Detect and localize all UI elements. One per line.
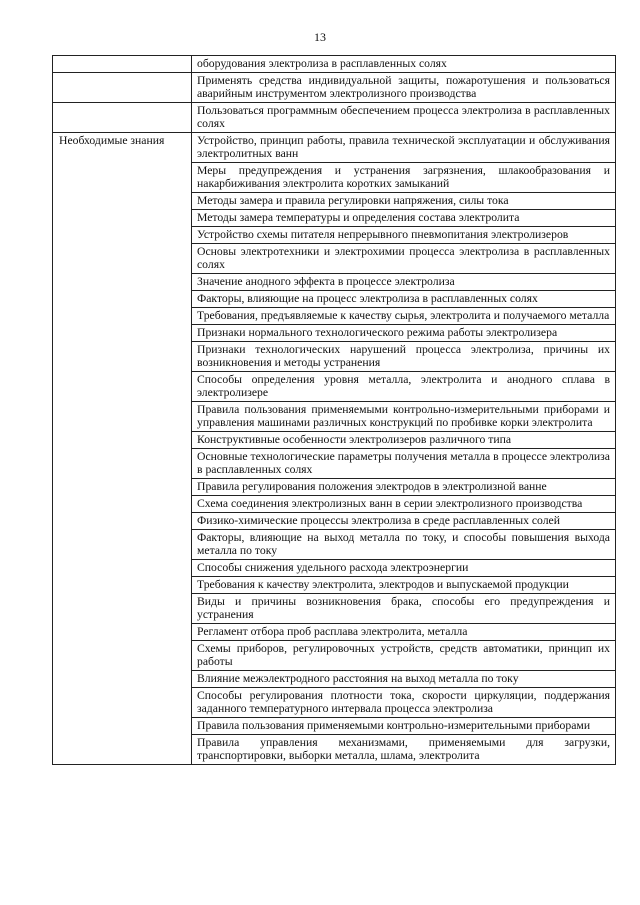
table-row <box>53 103 616 133</box>
table-cell-empty <box>53 73 192 103</box>
table-cell: Схемы приборов, регулировочных устройств, средств автоматики, принцип их работы <box>192 641 616 671</box>
table-cell: Устройство схемы питателя непрерывного пневмопитания электролизеров <box>192 227 616 244</box>
table-cell: Способы снижения удельного расхода электроэнергии <box>192 560 616 577</box>
table-cell: Физико-химические процессы электролиза в среде расплавленных солей <box>192 513 616 530</box>
table-cell: Регламент отбора проб расплава электролита, металла <box>192 624 616 641</box>
table-cell: Способы определения уровня металла, электролита и анодного сплава в электролизере <box>192 372 616 402</box>
table-cell: Правила пользования применяемыми контрольно-измерительными приборами <box>192 718 616 735</box>
table-cell: Влияние межэлектродного расстояния на выход металла по току <box>192 671 616 688</box>
table-row <box>53 133 616 163</box>
table-cell: Пользоваться программным обеспечением процесса электролиза в расплавленных солях <box>192 103 616 133</box>
competency-table <box>52 55 616 765</box>
table-cell: Факторы, влияющие на выход металла по току, и способы повышения выхода металла по току <box>192 530 616 560</box>
table-cell: Основные технологические параметры получения металла в процессе электролиза в расплавленных солях <box>192 449 616 479</box>
table-cell: Факторы, влияющие на процесс электролиза в расплавленных солях <box>192 291 616 308</box>
table-cell: Правила пользования применяемыми контрольно-измерительными приборами и управления машинами различных конструкций по пробивке корки электролита <box>192 402 616 432</box>
table-cell: оборудования электролиза в расплавленных солях <box>192 56 616 73</box>
table-cell-empty <box>53 103 192 133</box>
table-cell: Правила управления механизмами, применяемыми для загрузки, транспортировки, выборки металла, шлама, электролита <box>192 735 616 765</box>
table-cell: Меры предупреждения и устранения загрязнения, шлакообразования и накарбиживания электролита коротких замыканий <box>192 163 616 193</box>
table-cell: Требования, предъявляемые к качеству сырья, электролита и получаемого металла <box>192 308 616 325</box>
table-cell: Правила регулирования положения электродов в электролизной ванне <box>192 479 616 496</box>
table-row <box>53 56 616 73</box>
table-cell: Основы электротехники и электрохимии процесса электролиза в расплавленных солях <box>192 244 616 274</box>
table-row <box>53 73 616 103</box>
table-cell: Схема соединения электролизных ванн в серии электролизного производства <box>192 496 616 513</box>
table-cell: Применять средства индивидуальной защиты, пожаротушения и пользоваться аварийным инструментом электролизного производства <box>192 73 616 103</box>
table-cell: Способы регулирования плотности тока, скорости циркуляции, поддержания заданного температурного интервала процесса электролиза <box>192 688 616 718</box>
page-number: 13 <box>314 30 326 44</box>
table-cell-empty <box>53 56 192 73</box>
row-label-knowledge: Необходимые знания <box>53 133 192 765</box>
table-cell: Требования к качеству электролита, электродов и выпускаемой продукции <box>192 577 616 594</box>
table-cell: Методы замера и правила регулировки напряжения, силы тока <box>192 193 616 210</box>
table-cell: Признаки технологических нарушений процесса электролиза, причины их возникновения и методы устранения <box>192 342 616 372</box>
table-cell: Значение анодного эффекта в процессе электролиза <box>192 274 616 291</box>
table-cell: Конструктивные особенности электролизеров различного типа <box>192 432 616 449</box>
table-cell: Виды и причины возникновения брака, способы его предупреждения и устранения <box>192 594 616 624</box>
table-cell: Методы замера температуры и определения состава электролита <box>192 210 616 227</box>
table-cell: Признаки нормального технологического режима работы электролизера <box>192 325 616 342</box>
table-cell: Устройство, принцип работы, правила технической эксплуатации и обслуживания электролитных ванн <box>192 133 616 163</box>
